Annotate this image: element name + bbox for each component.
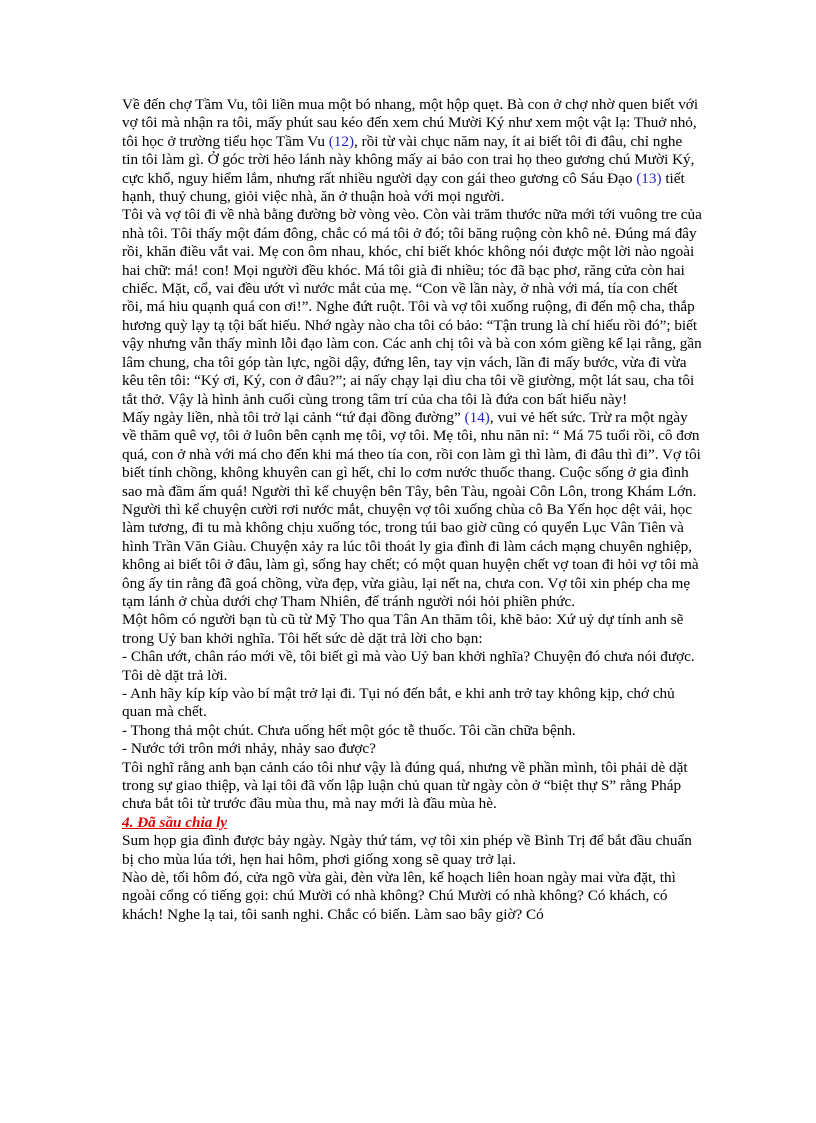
text-run: Nào dè, tối hôm đó, cửa ngõ vừa gài, đèn vừa lên, kế hoạch liên hoan ngày mai vừa đặt, thì ngoài cổng có tiếng gọi: chú Mười có nhà không? Chú Mười có nhà không? Có khách, có khách! Nghe lạ tai, tôi sanh nghi. Chắc có biến. Làm sao bây giờ? Có	[122, 869, 676, 923]
paragraph	[122, 648, 702, 685]
paragraph	[122, 611, 702, 648]
paragraph	[122, 869, 702, 924]
text-run: tiết hạnh, thuỷ chung, giỏi việc nhà, ăn ở thuận hoà với mọi người.	[122, 169, 685, 206]
paragraph	[122, 722, 702, 740]
text-run: - Thong thả một chút. Chưa uống hết một góc tễ thuốc. Tôi cần chữa bệnh.	[122, 721, 576, 739]
text-run: Tôi và vợ tôi đi về nhà bằng đường bờ vòng vèo. Còn vài trăm thước nữa mới tới vuông tre của nhà tôi. Tôi thấy một đám đông, chắc có má tôi ở đó; tôi băng ruộng còn khô nẻ. Đúng má đây rồi, khăn điều vắt vai. Mẹ con ôm nhau, khóc, chỉ biết khóc không nói được một lời nào ngoài hai chữ: má! con! Mọi người đều khóc. Má tôi già đi nhiều; tóc đã bạc phơ, răng cửa còn hai chiếc. Mặt, cổ, vai đều ướt vì nước mắt của mẹ. “Con về lần này, ở nhà với má, tía con chết rồi, má hiu quạnh quá con ơi!”. Nghe đứt ruột. Tôi và vợ tôi xuống ruộng, đi đến mộ cha, thắp hương quỳ lạy tạ tội bất hiếu. Nhớ ngày nào cha tôi có bảo: “Tận trung là chí hiếu rồi đó”; biết vậy nhưng vẫn thấy mình lỗi đạo làm con. Các anh chị tôi và bà con xóm giềng kể lại rằng, gần lâm chung, cha tôi góp tàn lực, ngồi dậy, đứng lên, tay vịn vách, lần đi mấy bước, vừa đi vừa kêu tên tôi: “Ký ơi, Ký, con ở đâu?”; ai nấy chạy lại dìu cha tôi về giường, một lát sau, cha tôi tắt thở. Vậy là hình ảnh cuối cùng trong tâm trí của cha tôi là đứa con bất hiếu này!	[122, 206, 702, 408]
paragraph	[122, 740, 702, 758]
text-run: Tôi nghĩ rằng anh bạn cảnh cáo tôi như vậy là đúng quá, nhưng về phần mình, tôi phải dè dặt trong sự giao thiệp, và lại tôi đã vốn lập luận chủ quan từ ngày còn ở “biệt thự S” rằng Pháp chưa bắt tôi từ trước đầu mùa thu, mà nay mới là đầu mùa hè.	[122, 758, 688, 813]
text-run: Về đến chợ Tầm Vu, tôi liền mua một bó nhang, một hộp quẹt. Bà con ở chợ nhờ quen biết với vợ tôi mà nhận ra tôi, mấy phút sau kéo đến xem chú Mười Ký như xem một vật lạ: Thuở nhỏ, tôi học ở trường tiểu học Tầm Vu	[122, 96, 699, 150]
text-run: Sum họp gia đình được bảy ngày. Ngày thứ tám, vợ tôi xin phép về Bình Trị để bắt đầu chuẩn bị cho mùa lúa tới, hẹn hai hôm, phơi giống xong sẽ quay trở lại.	[122, 832, 692, 868]
text-run: Một hôm có người bạn tù cũ từ Mỹ Tho qua Tân An thăm tôi, khẽ bảo: Xứ uỷ dự tính anh sẽ trong Uỷ ban khởi nghĩa. Tôi hết sức dè dặt trả lời cho bạn:	[122, 611, 684, 647]
section-heading: 4. Đã sầu chia ly	[122, 813, 228, 831]
body-text-before-heading	[122, 96, 702, 814]
text-run: , rồi từ vài chục năm nay, ít ai biết tôi đi đâu, chỉ nghe tin tôi làm gì. Ở góc trời hẻo lánh này không mấy ai bảo con trai họ theo gương chú Mười Ký, cực khổ, nguy hiểm lắm, nhưng rất nhiều người dạy con gái theo gương cô Sáu Đạo	[122, 132, 695, 187]
text-run: - Nước tới trôn mới nhảy, nhảy sao được?	[122, 740, 376, 758]
text-run: Mấy ngày liền, nhà tôi trở lại cảnh “tứ đại đồng đường”	[122, 408, 465, 426]
text-run: - Anh hãy kíp kíp vào bí mật trở lại đi. Tụi nó đến bắt, e khi anh trở tay không kịp, chớ chủ quan mà chết.	[122, 685, 675, 721]
footnote-reference: (14)	[464, 408, 490, 426]
paragraph	[122, 206, 702, 408]
paragraph	[122, 96, 702, 206]
paragraph	[122, 832, 702, 869]
text-run: , vui vẻ hết sức. Trừ ra một ngày về thăm quê vợ, tôi ở luôn bên cạnh mẹ tôi, vợ tôi. Mẹ tôi, nhu năn nỉ: “ Má 75 tuổi rồi, cô đơn quá, con ở nhà với má cho đến khi má theo tía con, rồi con làm gì thì làm, đi đâu thì đi”. Vợ tôi biết tính chồng, không khuyên can gì hết, chỉ lo cơm nước thuốc thang. Cuộc sống ở gia đình sao mà đầm ấm quá! Người thì kể chuyện bên Tây, bên Tàu, ngoài Côn Lôn, trong Khám Lớn. Người thì kể chuyện cười rơi nước mắt, chuyện vợ tôi xuống chùa cô Ba Yến học dệt vải, học làm tương, đi tu mà không chịu xuống tóc, trong túi bao giờ cũng có quyển Lục Vân Tiên và hình Trần Văn Giàu. Chuyện xảy ra lúc tôi thoát ly gia đình đi làm cách mạng chuyên nghiệp, không ai biết tôi ở đâu, làm gì, sống hay chết; có một quan huyện chết vợ toan đi hỏi vợ tôi mà ông ấy tin rằng đã goá chồng, vừa đẹp, vừa giàu, lại nết na, chưa con. Vợ tôi xin phép cha mẹ tạm lánh ở chùa dưới chợ Tham Nhiên, để tránh người nói hỏi phiền phức.	[122, 408, 701, 610]
text-run: - Chân ướt, chân ráo mới về, tôi biết gì mà vào Uỷ ban khởi nghĩa? Chuyện đó chưa nói được. Tôi dè dặt trả lời.	[122, 648, 695, 684]
footnote-reference: (13)	[636, 169, 662, 187]
document-page	[122, 96, 702, 924]
footnote-reference: (12)	[328, 132, 355, 150]
paragraph	[122, 759, 702, 814]
paragraph	[122, 409, 702, 611]
paragraph	[122, 685, 702, 722]
body-text-after-heading	[122, 832, 702, 924]
